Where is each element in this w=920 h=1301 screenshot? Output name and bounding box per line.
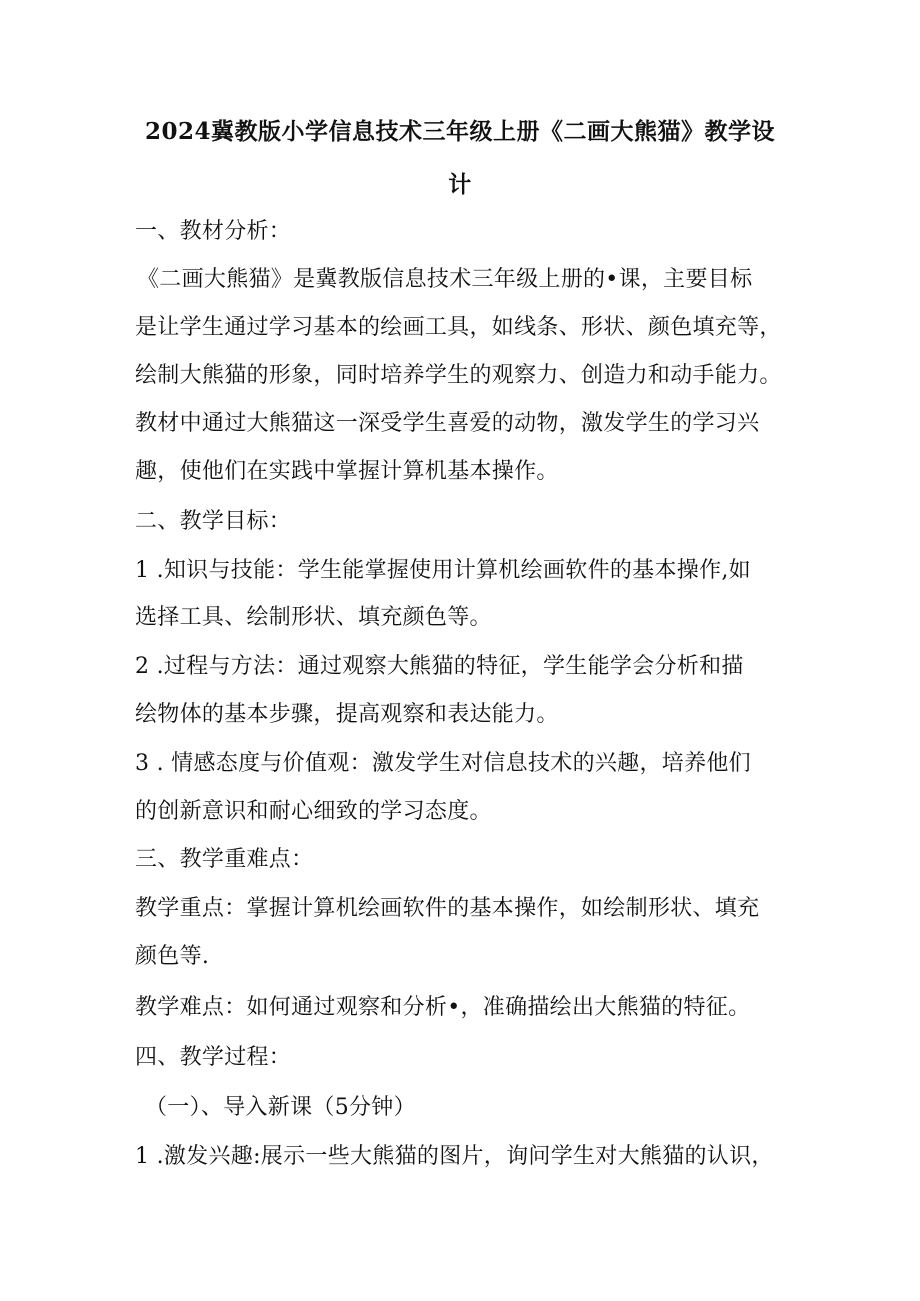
list-item-line: 选择工具、绘制形状、填充颜色等。 (135, 605, 492, 630)
subsection-heading: （一）、导入新课（5分钟） (145, 1095, 416, 1120)
list-item-line: 的创新意识和耐心细致的学习态度。 (135, 799, 492, 824)
paragraph-line: 《二画大熊猫》是冀教版信息技术三年级上册的•课，主要目标 (137, 267, 753, 292)
paragraph-line: 绘制大熊猫的形象，同时培养学生的观察力、创造力和动手能力。 (135, 363, 782, 388)
section-heading-key-points: 三、教学重难点： (135, 847, 314, 872)
list-item-line: 1 .激发兴趣:展示一些大熊猫的图片，询问学生对大熊猫的认识， (135, 1144, 774, 1169)
section-heading-teaching-goals: 二、教学目标： (135, 509, 292, 534)
document-title-line-1: 2024冀教版小学信息技术三年级上册《二画大熊猫》教学设 (144, 118, 775, 145)
list-item-line: 绘物体的基本步骤，提高观察和表达能力。 (135, 702, 559, 727)
paragraph-line: 趣，使他们在实践中掌握计算机基本操作。 (135, 459, 559, 484)
list-item-line: 3 . 情感态度与价值观：激发学生对信息技术的兴趣，培养他们 (135, 751, 751, 776)
paragraph-line: 是让学生通过学习基本的绘画工具，如线条、形状、颜色填充等， (135, 315, 782, 340)
list-item-line: 2 .过程与方法：通过观察大熊猫的特征，学生能学会分析和描 (135, 654, 744, 679)
document-title-line-2: 计 (448, 171, 472, 198)
paragraph-line: 教学难点：如何通过观察和分析•，准确描绘出大熊猫的特征。 (135, 995, 751, 1020)
paragraph-line: 教学重点：掌握计算机绘画软件的基本操作，如绘制形状、填充 (135, 896, 760, 921)
paragraph-line: 教材中通过大熊猫这一深受学生喜爱的动物，激发学生的学习兴 (135, 411, 760, 436)
paragraph-line: 颜色等. (135, 944, 210, 969)
section-heading-textbook-analysis: 一、教材分析： (135, 219, 292, 244)
section-heading-teaching-process: 四、教学过程： (135, 1045, 292, 1070)
list-item-line: 1 .知识与技能：学生能掌握使用计算机绘画软件的基本操作,如 (135, 558, 751, 583)
